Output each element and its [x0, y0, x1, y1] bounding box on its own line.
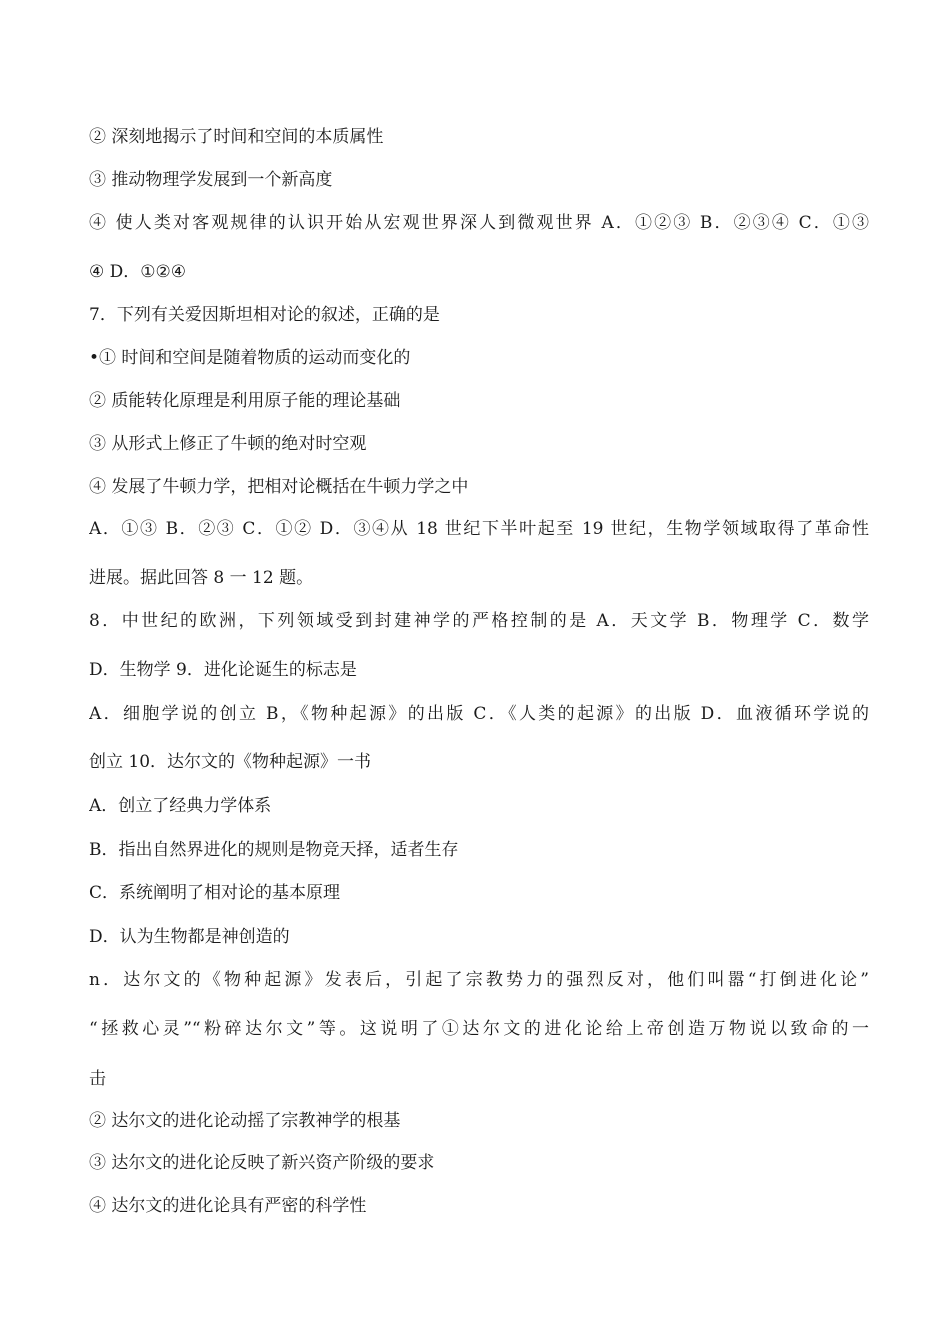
text-line: A．①③ B．②③ C．①② D．③④从 18 世纪下半叶起至 19 世纪，生物学领域取得了革命性 — [89, 519, 869, 539]
option-a: A．创立了经典力学体系 — [89, 796, 272, 816]
text-line: ③ 推动物理学发展到一个新高度 — [89, 170, 333, 190]
text-line: ② 质能转化原理是利用原子能的理论基础 — [89, 391, 401, 411]
text-line: ④ 使人类对客观规律的认识开始从宏观世界深人到微观世界 A．①②③ B．②③④ C．①③ — [89, 213, 869, 233]
text-line: ④ 达尔文的进化论具有严密的科学性 — [89, 1196, 367, 1216]
question-8-stem: 8．中世纪的欧洲，下列领域受到封建神学的严格控制的是 A．天文学 B．物理学 C．数学 — [89, 611, 869, 631]
text-line: •① 时间和空间是随着物质的运动而变化的 — [89, 348, 411, 368]
text-line: ③ 达尔文的进化论反映了新兴资产阶级的要求 — [89, 1153, 435, 1173]
text-line: ③ 从形式上修正了牛顿的绝对时空观 — [89, 434, 367, 454]
option-c: C．系统阐明了相对论的基本原理 — [89, 883, 341, 903]
text-line: 创立 10．达尔文的《物种起源》一书 — [89, 752, 372, 772]
question-7-stem: 7．下列有关爱因斯坦相对论的叙述，正确的是 — [89, 305, 440, 325]
text-line: ② 达尔文的进化论动摇了宗教神学的根基 — [89, 1111, 401, 1131]
text-line: ② 深刻地揭示了时间和空间的本质属性 — [89, 127, 384, 147]
text-line: ④ D．①②④ — [89, 262, 186, 282]
question-11-stem: n．达尔文的《物种起源》发表后，引起了宗教势力的强烈反对，他们叫嚣“打倒进化论” — [89, 970, 869, 990]
text-line: 击 — [89, 1069, 106, 1089]
text-line: “拯救心灵”“粉碎达尔文”等。这说明了①达尔文的进化论给上帝创造万物说以致命的一 — [89, 1019, 869, 1039]
option-d: D．认为生物都是神创造的 — [89, 927, 290, 947]
text-line: A．细胞学说的创立 B，《物种起源》的出版 C．《人类的起源》的出版 D．血液循环学说的 — [89, 704, 869, 724]
text-line: D．生物学 9．进化论诞生的标志是 — [89, 660, 357, 680]
text-line: ④ 发展了牛顿力学，把相对论概括在牛顿力学之中 — [89, 477, 469, 497]
text-line: 进展。据此回答 8 一 12 题。 — [89, 568, 314, 588]
option-b: B．指出自然界进化的规则是物竞天择，适者生存 — [89, 840, 459, 860]
